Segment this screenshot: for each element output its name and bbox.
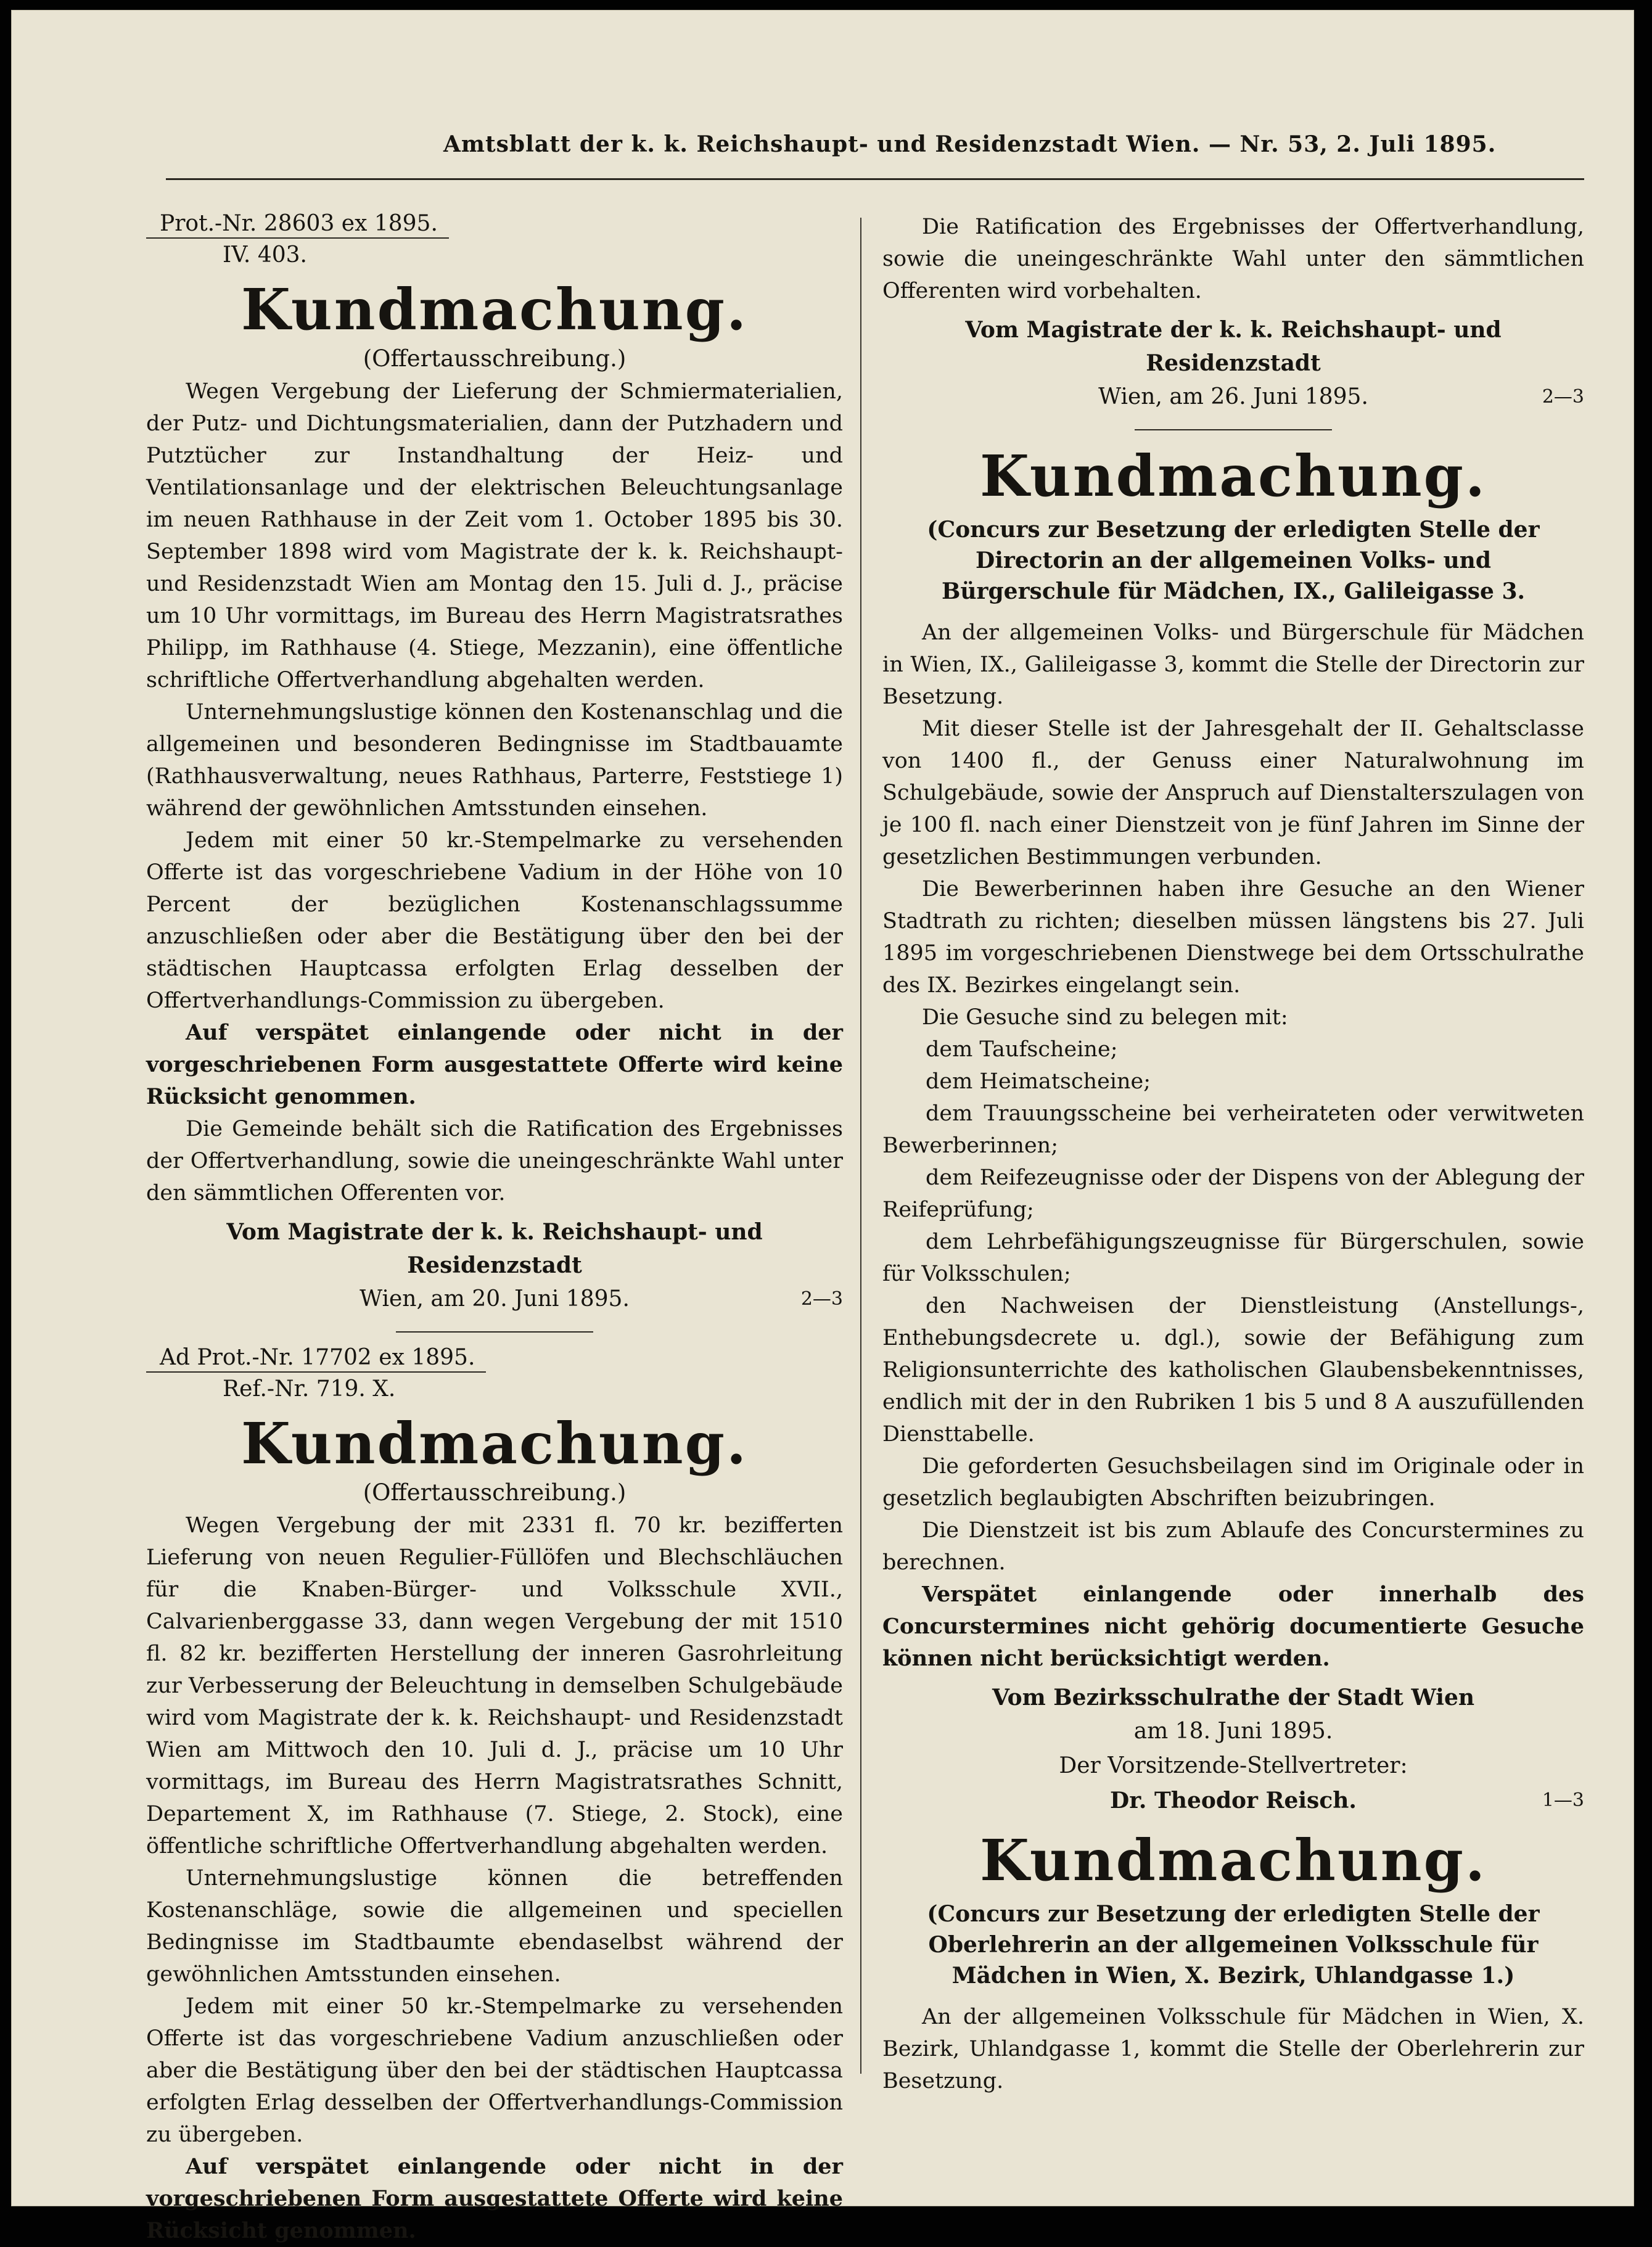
reference-number: Ref.-Nr. 719. X. <box>223 1376 396 1402</box>
paragraph: Unternehmungslustige können den Kostenanschlag und die allgemeinen und besonderen Bedingnisse im Stadtbauamte (Rathhausverwaltung, neues Rathhaus, Parterre, Feststiege 1) während der gewöhnlichen Amtsstunden einsehen. <box>146 700 843 821</box>
paragraph: Die Gesuche sind zu belegen mit: <box>922 1005 1288 1030</box>
deputy-title: Der Vorsitzende-Stellvertreter: <box>1059 1753 1408 1778</box>
paragraph: Die geforderten Gesuchsbeilagen sind im Originale oder in gesetzlich beglaubigten Abschriften beizubringen. <box>882 1454 1584 1511</box>
paragraph: An der allgemeinen Volks- und Bürgerschule für Mädchen in Wien, IX., Galileigasse 3, kommt die Stelle der Directorin zur Besetzung. <box>882 620 1584 709</box>
page <box>11 10 1634 2243</box>
page-header: Amtsblatt der k. k. Reichshaupt- und Residenzstadt Wien. — Nr. 53, 2. Juli 1895. <box>443 131 1497 157</box>
notice-date: am 18. Juni 1895. <box>1133 1719 1333 1744</box>
paragraph: Die Dienstzeit ist bis zum Ablaufe des Concurstermines zu berechnen. <box>882 1518 1584 1575</box>
list-item: dem Lehrbefähigungszeugnisse für Bürgerschulen, sowie für Volksschulen; <box>882 1230 1584 1286</box>
paragraph: Wegen Vergebung der mit 2331 fl. 70 kr. bezifferten Lieferung von neuen Regulier-Füllöfen und Blechschläuchen für die Knaben-Bürger- und Volksschule XVII., Calvarienberggasse 33, dann wegen Vergebung der mit 1510 fl. 82 kr. bezifferten Herstellung der inneren Gasrohrleitung zur Verbesserung der Beleuchtung in demselben Schulgebäude wird vom Magistrate der k. k. Reichshaupt- und Residenzstadt Wien am Mittwoch den 10. Juli d. J., präcise um 10 Uhr vormittags, im Bureau des Herrn Magistratsrathes Schnitt, Departement X, im Rathhause (7. Stiege, 2. Stock), eine öffentliche schriftliche Offertverhandlung abgehalten werden. <box>146 1513 843 1859</box>
notice-concours-directress <box>882 443 1584 1818</box>
right-column <box>882 211 1584 2097</box>
issuer-signature: Vom Magistrate der k. k. Reichshaupt- und Residenzstadt <box>226 1219 763 1278</box>
notice-date: Wien, am 20. Juni 1895. <box>360 1286 630 1312</box>
notice-subtitle: (Offertausschreibung.) <box>363 345 627 372</box>
paragraph: Jedem mit einer 50 kr.-Stempelmarke zu versehenden Offerte ist das vorgeschriebene Vadium anzuschließen oder aber die Bestätigung über den bei der städtischen Hauptcassa erfolgten Erlag desselben der Offertverhandlungs-Commission zu übergeben. <box>146 1994 843 2147</box>
paragraph: Unternehmungslustige können die betreffenden Kostenanschläge, sowie die allgemeinen und speciellen Bedingnisse im Stadtbaumte ebendaselbst während der gewöhnlichen Amtsstunden einsehen. <box>146 1866 843 1987</box>
issuer-signature: Vom Magistrate der k. k. Reichshaupt- und Residenzstadt <box>965 317 1502 376</box>
paragraph-bold: Auf verspätet einlangende oder nicht in der vorgeschriebenen Form ausgestattete Offerte wird keine Rücksicht genommen. <box>146 1020 843 1109</box>
list-item: dem Reifezeugnisse oder der Dispens von der Ablegung der Reifeprüfung; <box>882 1165 1584 1222</box>
paragraph: Mit dieser Stelle ist der Jahresgehalt der II. Gehaltsclasse von 1400 fl., der Genuss einer Naturalwohnung im Schulgebäude, sowie der Anspruch auf Dienstalterszulagen von je 100 fl. nach einer Dienstzeit von je fünf Jahren im Sinne der gesetzlichen Bestimmungen verbunden. <box>882 717 1584 869</box>
notice-concours-headteacher <box>882 1827 1584 2097</box>
signatory-name: Dr. Theodor Reisch. <box>1110 1788 1357 1814</box>
paragraph: Wegen Vergebung der Lieferung der Schmiermaterialien, der Putz- und Dichtungsmaterialien, dann der Putzhadern und Putztücher zur Instandhaltung der Heiz- und Ventilationsanlage und der elektrischen Beleuchtungsanlage im neuen Rathhause in der Zeit vom 1. October 1895 bis 30. September 1898 wird vom Magistrate der k. k. Reichshaupt- und Residenzstadt Wien am Montag den 15. Juli d. J., präcise um 10 Uhr vormittags, im Bureau des Herrn Magistratsrathes Philipp, im Rathhause (4. Stiege, Mezzanin), eine öffentliche schriftliche Offertverhandlung abgehalten werden. <box>146 379 843 692</box>
paragraph-bold: Auf verspätet einlangende oder nicht in der vorgeschriebenen Form ausgestattete Offerte wird keine Rücksicht genommen. <box>146 2154 843 2243</box>
notice-offer-lubricants <box>146 211 843 1333</box>
insertion-number: 1—3 <box>1542 1789 1584 1811</box>
protocol-number: Ad Prot.-Nr. 17702 ex 1895. <box>146 1345 486 1373</box>
notice-date: Wien, am 26. Juni 1895. <box>1098 384 1368 409</box>
notice-subtitle: (Offertausschreibung.) <box>363 1479 627 1506</box>
header-rule <box>166 178 1584 180</box>
notice-divider <box>396 1331 593 1333</box>
paragraph: Die Ratification des Ergebnisses der Offertverhandlung, sowie die uneingeschränkte Wahl unter den sämmtlichen Offerenten wird vorbehalten. <box>882 215 1584 303</box>
notice-title: Kundmachung. <box>240 276 749 343</box>
signatory-line <box>882 1783 1584 1818</box>
reference-number: IV. 403. <box>223 242 307 268</box>
notice-date-line <box>882 380 1584 414</box>
paragraph: An der allgemeinen Volksschule für Mädchen in Wien, X. Bezirk, Uhlandgasse 1, kommt die Stelle der Oberlehrerin zur Besetzung. <box>882 2005 1584 2093</box>
paragraph: Die Bewerberinnen haben ihre Gesuche an den Wiener Stadtrath zu richten; dieselben müssen längstens bis 27. Juli 1895 im vorgeschriebenen Dienstwege bei dem Ortsschulrathe des IX. Bezirkes eingelangt sein. <box>882 877 1584 998</box>
notice-divider <box>1135 429 1332 430</box>
paragraph: Jedem mit einer 50 kr.-Stempelmarke zu versehenden Offerte ist das vorgeschriebene Vadium in der Höhe von 10 Percent der bezüglichen Kostenanschlagssumme anzuschließen oder aber die Bestätigung über den bei der städtischen Hauptcassa erfolgten Erlag desselben der Offertverhandlungs-Commission zu übergeben. <box>146 828 843 1013</box>
insertion-number: 2—3 <box>1542 386 1584 408</box>
list-item: dem Trauungsscheine bei verheirateten oder verwitweten Bewerberinnen; <box>882 1101 1584 1158</box>
notice-title: Kundmachung. <box>979 443 1487 509</box>
notice-date-line <box>146 1282 843 1317</box>
protocol-number: Prot.-Nr. 28603 ex 1895. <box>146 211 449 239</box>
paragraph: Die Gemeinde behält sich die Ratification des Ergebnisses der Offertverhandlung, sowie die uneingeschränkte Wahl unter den sämmtlichen Offerenten vor. <box>146 1117 843 1206</box>
paragraph-bold: Verspätet einlangende oder innerhalb des Concurstermines nicht gehörig documentierte Gesuche können nicht berücksichtigt werden. <box>882 1582 1584 1671</box>
notice-title: Kundmachung. <box>979 1827 1487 1894</box>
list-item: den Nachweisen der Dienstleistung (Anstellungs-, Enthebungsdecrete u. dgl.), sowie der Befähigung zum Religionsunterrichte des katholischen Glaubensbekenntnisses, endlich mit der in den Rubriken 1 bis 5 und 8 A auszufüllenden Diensttabelle. <box>882 1294 1584 1447</box>
column-separator <box>860 218 861 2074</box>
list-item: dem Heimatscheine; <box>926 1069 1151 1094</box>
notice-title: Kundmachung. <box>240 1410 749 1477</box>
issuer-signature: Vom Bezirksschulrathe der Stadt Wien <box>992 1685 1475 1711</box>
insertion-number: 2—3 <box>800 1288 843 1310</box>
list-item: dem Taufscheine; <box>926 1037 1118 1062</box>
notice-subtitle: (Concurs zur Besetzung der erledigten Stelle der Directorin an der allgemeinen Volks- und Bürgerschule für Mädchen, IX., Galileigasse 3. <box>927 517 1540 604</box>
notice-offer-stoves <box>146 1345 843 2247</box>
notice-continuation <box>882 211 1584 430</box>
left-column <box>146 211 843 2247</box>
notice-subtitle: (Concurs zur Besetzung der erledigten Stelle der Oberlehrerin an der allgemeinen Volksschule für Mädchen in Wien, X. Bezirk, Uhlandgasse 1.) <box>927 1901 1540 1989</box>
